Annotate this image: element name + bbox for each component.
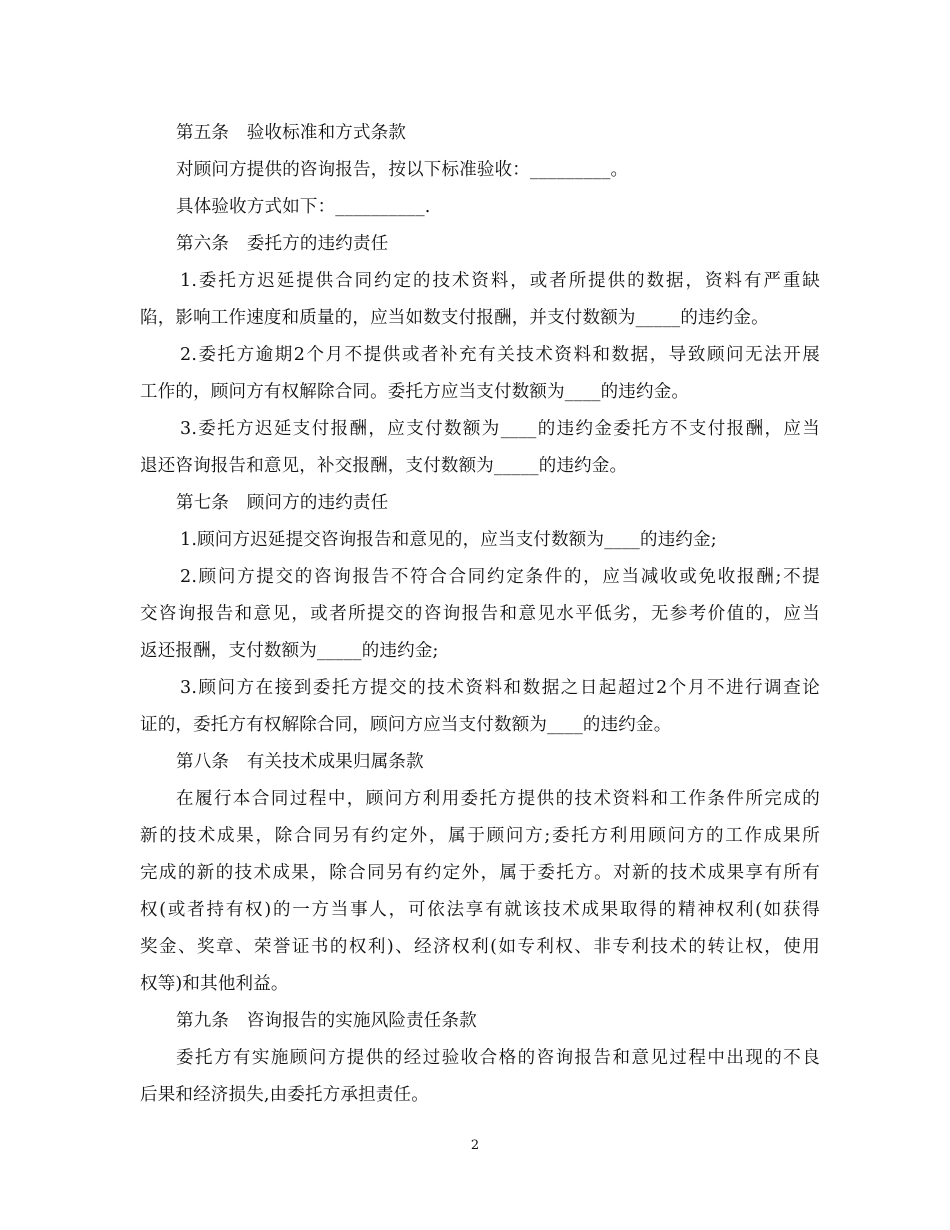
article-5-standard: 对顾问方提供的咨询报告，按以下标准验收：_________。 <box>176 160 629 180</box>
article-6-item-2-line-2: 工作的，顾问方有权解除合同。委托方应当支付数额为____的违约金。 <box>140 382 690 402</box>
article-7-heading: 第七条 顾问方的违约责任 <box>176 493 389 513</box>
article-6-item-3-line-1: 3.委托方迟延支付报酬，应支付数额为____的违约金委托方不支付报酬，应当 <box>180 419 820 439</box>
article-6-item-3-line-2: 退还咨询报告和意见，补交报酬，支付数额为_____的违约金。 <box>140 456 628 476</box>
article-9-para-line-2: 后果和经济损失,由委托方承担责任。 <box>140 1085 429 1105</box>
article-6-heading: 第六条 委托方的违约责任 <box>176 234 389 254</box>
article-7-item-3-line-2: 证的，委托方有权解除合同，顾问方应当支付数额为____的违约金。 <box>140 715 672 735</box>
article-7-item-1: 1.顾问方迟延提交咨询报告和意见的，应当支付数额为____的违约金; <box>180 530 717 550</box>
article-7-item-2-line-3: 返还报酬，支付数额为_____的违约金; <box>140 641 439 661</box>
article-8-para-line-2: 新的技术成果，除合同另有约定外，属于顾问方;委托方利用顾问方的工作成果所 <box>140 826 820 846</box>
article-9-para-line-1: 委托方有实施顾问方提供的经过验收合格的咨询报告和意见过程中出现的不良 <box>176 1048 820 1068</box>
article-8-para-line-1: 在履行本合同过程中，顾问方利用委托方提供的技术资料和工作条件所完成的 <box>176 789 820 809</box>
article-7-item-3-line-1: 3.顾问方在接到委托方提交的技术资料和数据之日起超过2个月不进行调查论 <box>180 678 820 698</box>
article-8-heading: 第八条 有关技术成果归属条款 <box>176 752 424 772</box>
page-number: 2 <box>470 1138 480 1153</box>
article-5-heading: 第五条 验收标准和方式条款 <box>176 123 407 143</box>
article-8-para-line-3: 完成的新的技术成果，除合同另有约定外，属于委托方。对新的技术成果享有所有 <box>140 863 820 883</box>
article-7-item-2-line-2: 交咨询报告和意见，或者所提交的咨询报告和意见水平低劣，无参考价值的，应当 <box>140 604 820 624</box>
article-8-para-line-4: 权(或者持有权)的一方当事人，可依法享有就该技术成果取得的精神权利(如获得 <box>140 900 820 920</box>
article-8-para-line-5: 奖金、奖章、荣誉证书的权利)、经济权利(如专利权、非专利技术的转让权，使用 <box>140 937 820 957</box>
article-8-para-line-6: 权等)和其他利益。 <box>140 974 289 994</box>
article-6-item-1-line-2: 陷，影响工作速度和质量的，应当如数支付报酬，并支付数额为_____的违约金。 <box>140 308 769 328</box>
article-9-heading: 第九条 咨询报告的实施风险责任条款 <box>176 1011 477 1031</box>
article-5-method: 具体验收方式如下：__________. <box>176 197 431 217</box>
article-7-item-2-line-1: 2.顾问方提交的咨询报告不符合合同约定条件的，应当减收或免收报酬;不提 <box>180 567 820 587</box>
article-6-item-1-line-1: 1.委托方迟延提供合同约定的技术资料，或者所提供的数据，资料有严重缺 <box>180 271 820 291</box>
article-6-item-2-line-1: 2.委托方逾期2个月不提供或者补充有关技术资料和数据，导致顾问无法开展 <box>180 345 820 365</box>
